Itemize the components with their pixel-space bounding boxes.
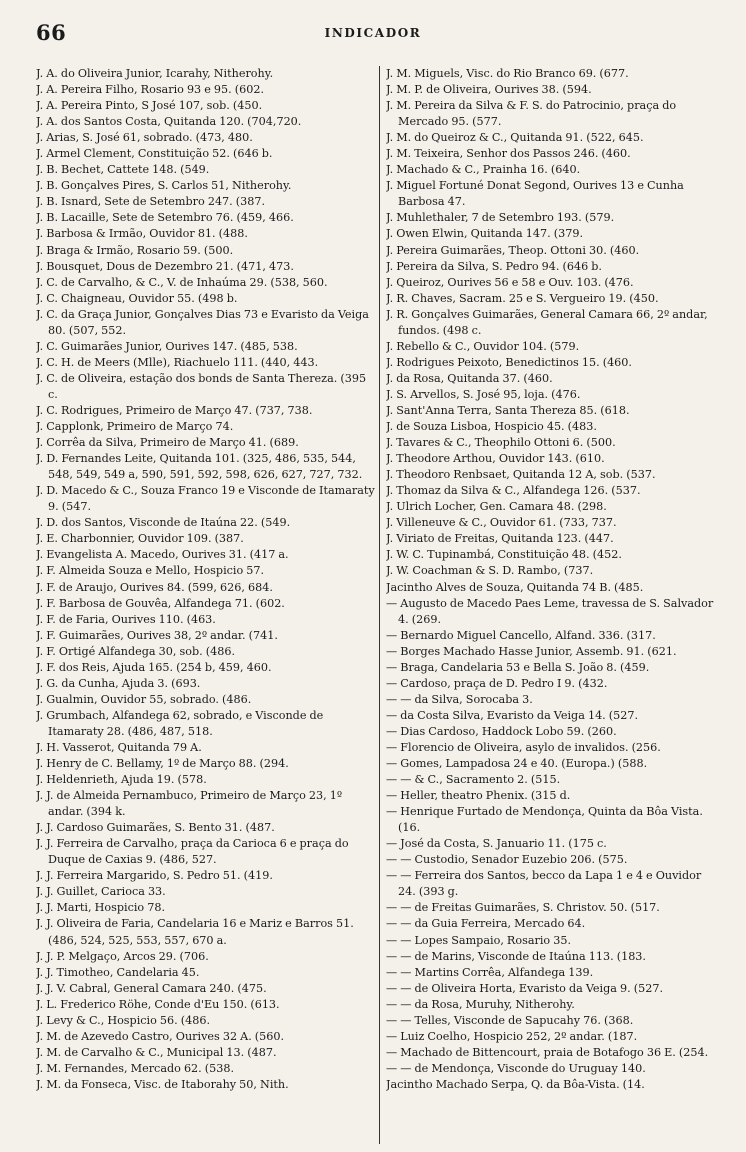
directory-entry: J. Muhlethaler, 7 de Setembro 193. (579. [386, 211, 615, 225]
directory-entry: J. B. Bechet, Cattete 148. (549. [36, 163, 210, 177]
directory-entry: J. Theodoro Renbsaet, Quitanda 12 A, sob. (537. [386, 468, 656, 482]
left-column [36, 66, 376, 1146]
directory-entry: J. J. P. Melgaço, Arcos 29. (706. [36, 949, 209, 963]
directory-entry: — — de Freitas Guimarães, S. Christov. 50. (517. [386, 901, 660, 915]
directory-entry: J. R. Gonçalves Guimarães, General Camara 66, 2º andar, fundos. (498 c. [386, 307, 708, 337]
directory-entry: J. S. Arvellos, S. José 95, loja. (476. [386, 387, 581, 401]
directory-entry: J. C. de Carvalho, & C., V. de Inhaúma 29. (538, 560. [36, 275, 328, 289]
directory-entry: J. Owen Elwin, Quitanda 147. (379. [386, 227, 584, 241]
directory-entry: J. A. do Oliveira Junior, Icarahy, Nitherohy. [36, 67, 274, 80]
directory-entry: J. Theodore Arthou, Ouvidor 143. (610. [386, 452, 605, 466]
directory-entry: J. Tavares & C., Theophilo Ottoni 6. (500. [386, 436, 616, 450]
directory-entry: J. B. Gonçalves Pires, S. Carlos 51, Nitherohy. [36, 179, 292, 193]
directory-entry: — — Ferreira dos Santos, becco da Lapa 1 e 4 e Ouvidor 24. (393 g. [386, 869, 702, 899]
directory-entry: — — de Mendonça, Visconde do Uruguay 140. [386, 1061, 646, 1075]
directory-entry: J. J. V. Cabral, General Camara 240. (475. [36, 981, 267, 995]
directory-entry: J. Bousquet, Dous de Dezembro 21. (471, 473. [36, 259, 294, 273]
directory-entry: J. A. Pereira Filho, Rosario 93 e 95. (602. [36, 83, 265, 97]
directory-entry: J. Evangelista A. Macedo, Ourives 31. (417 a. [36, 548, 289, 562]
directory-entry: J. Ulrich Locher, Gen. Camara 48. (298. [386, 500, 607, 514]
directory-entry: — Florencio de Oliveira, asylo de invalidos. (256. [386, 740, 661, 754]
directory-entry: J. F. de Faria, Ourives 110. (463. [36, 612, 216, 626]
directory-entry: — da Costa Silva, Evaristo da Veiga 14. (527. [386, 708, 639, 722]
directory-entry: J. J. Guillet, Carioca 33. [36, 885, 166, 899]
directory-entry: — — de Oliveira Horta, Evaristo da Veiga 9. (527. [386, 981, 664, 995]
directory-entry: J. Gualmin, Ouvidor 55, sobrado. (486. [36, 692, 252, 706]
directory-entry: J. Barbosa & Irmão, Ouvidor 81. (488. [36, 227, 248, 241]
directory-entry: J. F. Barbosa de Gouvêa, Alfandega 71. (602. [36, 596, 285, 610]
directory-entry: J. M. da Fonseca, Visc. de Itaborahy 50, Nith. [36, 1077, 289, 1091]
directory-entry: J. D. dos Santos, Visconde de Itaúna 22. (549. [36, 516, 291, 530]
directory-entry: — — & C., Sacramento 2. (515. [386, 773, 561, 787]
directory-entry: — — da Silva, Sorocaba 3. [386, 692, 533, 706]
directory-entry: J. M. do Queiroz & C., Quitanda 91. (522, 645. [386, 131, 644, 145]
directory-entry: J. Pereira da Silva, S. Pedro 94. (646 b. [386, 259, 602, 273]
directory-entry: J. C. H. de Meers (Mlle), Riachuelo 111. (440, 443. [36, 355, 319, 369]
directory-entry: — Heller, theatro Phenix. (315 d. [386, 789, 571, 803]
directory-entry: J. Levy & C., Hospicio 56. (486. [36, 1013, 211, 1027]
directory-entry: J. Braga & Irmão, Rosario 59. (500. [36, 243, 234, 257]
directory-entry: J. de Souza Lisboa, Hospicio 45. (483. [386, 420, 597, 434]
directory-entry: J. Grumbach, Alfandega 62, sobrado, e Visconde de Itamaraty 28. (486, 487, 518. [36, 708, 324, 738]
column-divider [379, 66, 380, 1144]
directory-entry: J. C. de Oliveira, estação dos bonds de Santa Thereza. (395 c. [36, 371, 367, 401]
directory-entry: J. Machado & C., Prainha 16. (640. [386, 163, 581, 177]
directory-entry: J. W. Coachman & S. D. Rambo, (737. [386, 564, 594, 578]
directory-entry: J. M. Pereira da Silva & F. S. do Patrocinio, praça do Mercado 95. (577. [386, 99, 677, 129]
directory-entry: J. Sant'Anna Terra, Santa Thereza 85. (618. [386, 403, 630, 417]
directory-entry: J. Heldenrieth, Ajuda 19. (578. [36, 773, 207, 787]
directory-entry: — Borges Machado Hasse Junior, Assemb. 91. (621. [386, 644, 677, 658]
directory-entry: J. J. Oliveira de Faria, Candelaria 16 e Mariz e Barros 51. (486, 524, 525, 553, 557, 670 a. [36, 917, 354, 947]
directory-entry: J. Capplonk, Primeiro de Março 74. [36, 420, 234, 434]
directory-entry: J. F. de Araujo, Ourives 84. (599, 626, 684. [36, 580, 273, 594]
directory-entry: J. F. Guimarães, Ourives 38, 2º andar. (741. [36, 628, 278, 642]
directory-entry: — José da Costa, S. Januario 11. (175 c. [386, 837, 607, 851]
directory-entry: J. B. Lacaille, Sete de Setembro 76. (459, 466. [36, 211, 294, 225]
directory-entry: J. A. Pereira Pinto, S José 107, sob. (450. [36, 99, 263, 113]
directory-entry: — — Telles, Visconde de Sapucahy 76. (368. [386, 1013, 634, 1027]
directory-entry: J. J. Cardoso Guimarães, S. Bento 31. (487. [36, 821, 275, 835]
directory-entry: J. Henry de C. Bellamy, 1º de Março 88. (294. [36, 757, 289, 771]
directory-entry: J. M. Fernandes, Mercado 62. (538. [36, 1061, 235, 1075]
directory-entry: J. M. Miguels, Visc. do Rio Branco 69. (677. [386, 67, 629, 80]
directory-entry: J. C. Rodrigues, Primeiro de Março 47. (737, 738. [36, 403, 313, 417]
directory-entry: J. C. Chaigneau, Ouvidor 55. (498 b. [36, 291, 238, 305]
directory-entry: J. A. dos Santos Costa, Quitanda 120. (704,720. [36, 115, 302, 129]
directory-entry: J. Pereira Guimarães, Theop. Ottoni 30. (460. [386, 243, 640, 257]
directory-entry: Jacintho Machado Serpa, Q. da Bôa-Vista. (14. [386, 1077, 645, 1091]
directory-entry: J. J. Ferreira Margarido, S. Pedro 51. (419. [36, 869, 273, 883]
directory-entry: — Dias Cardoso, Haddock Lobo 59. (260. [386, 724, 617, 738]
directory-entry: J. Viriato de Freitas, Quitanda 123. (447. [386, 532, 614, 546]
directory-entry: J. M. Teixeira, Senhor dos Passos 246. (460. [386, 147, 631, 161]
directory-entry: J. Rodrigues Peixoto, Benedictinos 15. (460. [386, 355, 632, 369]
directory-entry: J. J. Ferreira de Carvalho, praça da Carioca 6 e praça do Duque de Caxias 9. (486, 527. [36, 837, 349, 867]
directory-entry: — — Lopes Sampaio, Rosario 35. [386, 933, 572, 947]
directory-entry: J. M. de Azevedo Castro, Ourives 32 A. (560. [36, 1029, 285, 1043]
directory-entry: J. da Rosa, Quitanda 37. (460. [386, 371, 553, 385]
directory-entry: — Augusto de Macedo Paes Leme, travessa de S. Salvador 4. (269. [386, 596, 714, 626]
page-number: 66 [36, 20, 67, 45]
directory-entry: J. J. Timotheo, Candelaria 45. [36, 965, 200, 979]
directory-entry: J. J. Marti, Hospicio 78. [36, 901, 166, 915]
directory-entry: J. G. da Cunha, Ajuda 3. (693. [36, 676, 201, 690]
directory-entry: J. Armel Clement, Constituição 52. (646 b. [36, 147, 273, 161]
directory-entry: J. Rebello & C., Ouvidor 104. (579. [386, 339, 580, 353]
directory-entry: Jacintho Alves de Souza, Quitanda 74 B. (485. [386, 580, 644, 594]
right-column [386, 66, 722, 1146]
directory-entry: — Gomes, Lampadosa 24 e 40. (Europa.) (588. [386, 757, 648, 771]
directory-entry: J. Thomaz da Silva & C., Alfandega 126. (537. [386, 484, 641, 498]
directory-entry: — — da Rosa, Muruhy, Nitherohy. [386, 997, 575, 1011]
directory-entry: J. Corrêa da Silva, Primeiro de Março 41. (689. [36, 436, 299, 450]
directory-entry: J. B. Isnard, Sete de Setembro 247. (387. [36, 195, 266, 209]
directory-entry: J. Miguel Fortuné Donat Segond, Ourives 13 e Cunha Barbosa 47. [386, 179, 684, 209]
directory-entry: J. M. P. de Oliveira, Ourives 38. (594. [386, 83, 592, 97]
directory-entry: J. R. Chaves, Sacram. 25 e S. Vergueiro 19. (450. [386, 291, 659, 305]
directory-entry: J. H. Vasserot, Quitanda 79 A. [36, 740, 202, 754]
running-title: INDICADOR [324, 26, 422, 40]
directory-entry: J. Villeneuve & C., Ouvidor 61. (733, 737. [386, 516, 617, 530]
directory-entry: — Machado de Bittencourt, praia de Botafogo 36 E. (254. [386, 1045, 709, 1059]
directory-entry: J. J. de Almeida Pernambuco, Primeiro de Março 23, 1º andar. (394 k. [36, 789, 343, 819]
directory-entry: — Cardoso, praça de D. Pedro I 9. (432. [386, 676, 608, 690]
directory-entry: — Braga, Candelaria 53 e Bella S. João 8. (459. [386, 660, 650, 674]
directory-entry: — — Custodio, Senador Euzebio 206. (575. [386, 853, 628, 867]
directory-entry: J. W. C. Tupinambá, Constituição 48. (452. [386, 548, 622, 562]
directory-entry: J. C. da Graça Junior, Gonçalves Dias 73 e Evaristo da Veiga 80. (507, 552. [36, 307, 369, 337]
directory-entry: J. F. Ortigé Alfandega 30, sob. (486. [36, 644, 236, 658]
directory-entry: J. L. Frederico Röhe, Conde d'Eu 150. (613. [36, 997, 280, 1011]
directory-entry: — Henrique Furtado de Mendonça, Quinta da Bôa Vista. (16. [386, 805, 703, 835]
directory-entry: — — da Guia Ferreira, Mercado 64. [386, 917, 586, 931]
directory-entry: — — Martins Corrêa, Alfandega 139. [386, 965, 594, 979]
directory-entry: J. D. Fernandes Leite, Quitanda 101. (325, 486, 535, 544, 548, 549, 549 a, 590, 591, 592, 598, 626, 627, 727, 732. [36, 452, 363, 482]
directory-entry: J. F. dos Reis, Ajuda 165. (254 b, 459, 460. [36, 660, 272, 674]
directory-entry: J. Arias, S. José 61, sobrado. (473, 480. [36, 131, 253, 145]
directory-entry: J. Queiroz, Ourives 56 e 58 e Ouv. 103. (476. [386, 275, 634, 289]
directory-entry: J. F. Almeida Souza e Mello, Hospicio 57. [36, 564, 265, 578]
directory-entry: — — de Marins, Visconde de Itaúna 113. (183. [386, 949, 646, 963]
directory-entry: J. E. Charbonnier, Ouvidor 109. (387. [36, 532, 244, 546]
directory-entry: — Bernardo Miguel Cancello, Alfand. 336. (317. [386, 628, 656, 642]
directory-entry: J. M. de Carvalho & C., Municipal 13. (487. [36, 1045, 277, 1059]
directory-entry: — Luiz Coelho, Hospicio 252, 2º andar. (187. [386, 1029, 638, 1043]
directory-entry: J. D. Macedo & C., Souza Franco 19 e Visconde de Itamaraty 9. (547. [36, 484, 375, 514]
directory-entry: J. C. Guimarães Junior, Ourives 147. (485, 538. [36, 339, 298, 353]
